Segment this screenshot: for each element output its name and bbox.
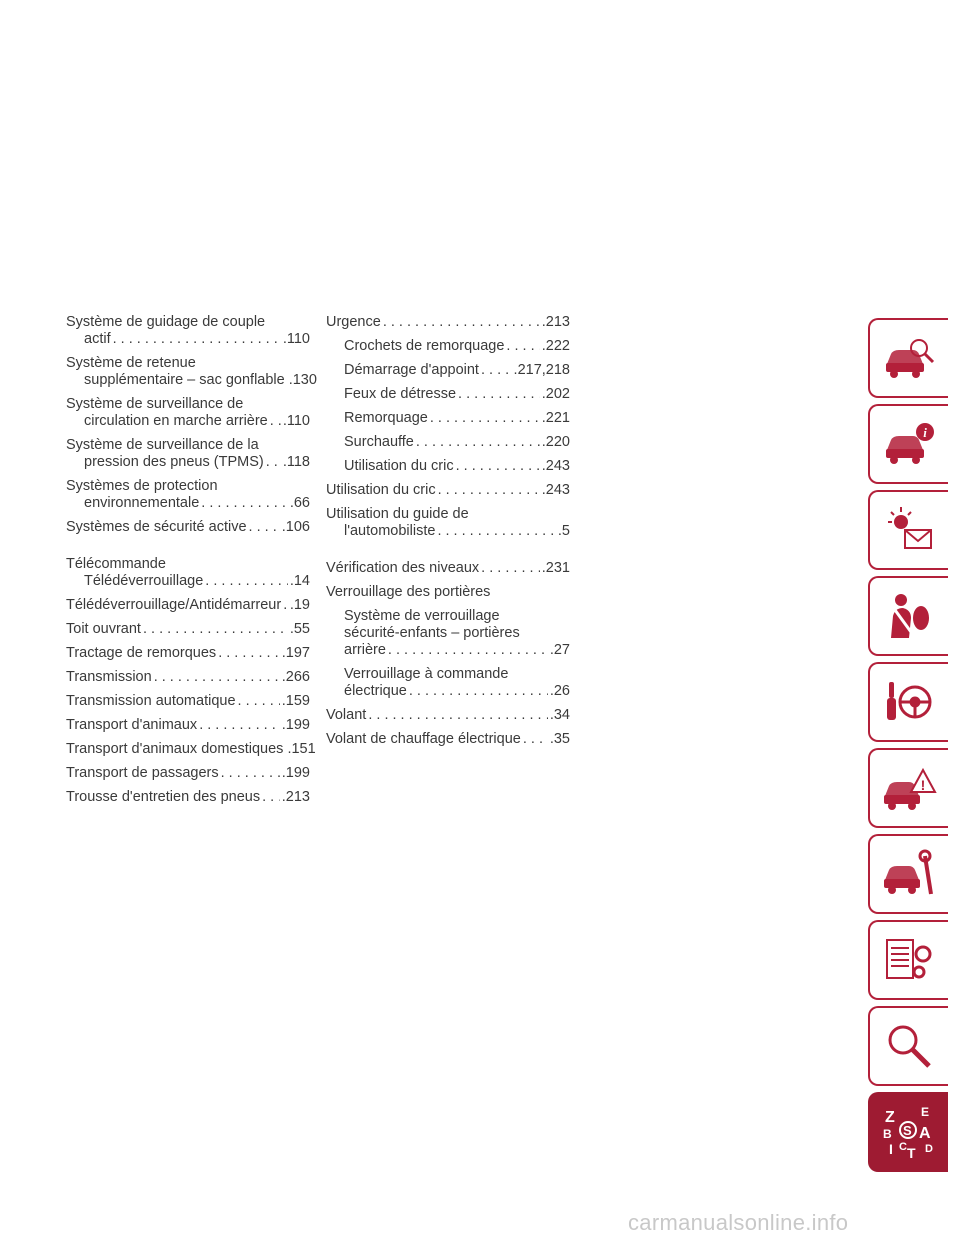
page-reference[interactable]: .199: [281, 717, 310, 733]
index-entry: [66, 597, 310, 614]
page-reference[interactable]: .35: [549, 731, 570, 747]
page-reference[interactable]: .243: [541, 458, 570, 474]
index-entry: [66, 789, 310, 806]
index-entry: [326, 362, 570, 379]
tab-safety[interactable]: [868, 576, 948, 656]
tab-safety-messages[interactable]: [868, 490, 948, 570]
car-wrench-icon: [881, 846, 937, 902]
dot-leader: [458, 386, 540, 403]
index-entry: [66, 437, 310, 471]
index-entry-label: l'automobiliste: [344, 523, 436, 539]
page-reference[interactable]: .243: [541, 482, 570, 498]
document-gears-icon: [881, 932, 937, 988]
page-reference[interactable]: .14: [289, 573, 310, 589]
index-entry: [326, 608, 570, 659]
steering-wheel-icon: [881, 674, 937, 730]
index-entry: [66, 669, 310, 686]
dot-leader: [113, 331, 281, 348]
index-entry: [66, 519, 310, 536]
index-entry-label: Télédéverrouillage/Antidémarreur: [66, 597, 282, 613]
index-entry-text: sécurité-enfants – portières: [344, 625, 520, 641]
chapter-tabs-sidebar: [868, 318, 948, 1178]
index-entry-label: Transmission: [66, 669, 152, 685]
index-entry: [326, 386, 570, 403]
dot-leader: [481, 362, 512, 379]
tab-servicing-maintenance[interactable]: [868, 834, 948, 914]
tab-getting-to-know-vehicle[interactable]: [868, 318, 948, 398]
dot-leader: [249, 519, 280, 536]
index-letter: Z: [885, 1109, 895, 1126]
page-reference[interactable]: .199: [281, 765, 310, 781]
page-reference[interactable]: .118: [282, 454, 310, 470]
warning-lights-message-icon: [881, 502, 937, 558]
dot-leader: [368, 707, 548, 724]
dot-leader: [238, 693, 280, 710]
index-entry-label: environnementale: [84, 495, 200, 511]
dot-leader: [409, 683, 548, 700]
page-reference[interactable]: .231: [541, 560, 570, 576]
index-letter: C: [899, 1141, 907, 1153]
index-entry: [326, 506, 570, 540]
index-entry: [66, 741, 316, 758]
index-entry-label: Systèmes de sécurité active: [66, 519, 247, 535]
page-reference[interactable]: .151: [287, 741, 316, 757]
index-entry-label: Tractage de remorques: [66, 645, 217, 661]
dot-leader: [143, 621, 288, 638]
dot-leader: [437, 523, 555, 540]
index-entry-label: actif: [84, 331, 111, 347]
seatbelt-airbag-icon: [881, 588, 937, 644]
index-entry-label: Volant de chauffage électrique: [326, 731, 521, 747]
dot-leader: [262, 789, 280, 806]
index-entry: [326, 314, 570, 331]
page-reference[interactable]: .220: [541, 434, 570, 450]
page-reference[interactable]: .27: [549, 642, 570, 658]
index-letter: D: [925, 1143, 933, 1155]
page-reference[interactable]: .19: [289, 597, 310, 613]
index-entry-label: Crochets de remorquage: [344, 338, 505, 354]
index-entry: [66, 396, 310, 430]
index-entry: [326, 338, 570, 355]
index-entry: [66, 556, 310, 590]
index-entry-label: Démarrage d'appoint: [344, 362, 479, 378]
dot-leader: [270, 413, 281, 430]
index-entry: [326, 482, 570, 499]
index-entry-label: Télédéverrouillage: [84, 573, 204, 589]
page-reference[interactable]: .221: [541, 410, 570, 426]
index-letter: I: [889, 1141, 893, 1157]
tab-starting-operating[interactable]: [868, 662, 948, 742]
index-entry-label: Utilisation du cric: [326, 482, 436, 498]
index-entry-text: Verrouillage des portières: [326, 584, 491, 600]
dot-leader: [388, 642, 548, 659]
index-entry-label: Volant: [326, 707, 367, 723]
index-entry-label: Transport de passagers: [66, 765, 219, 781]
index-entry: [66, 717, 310, 734]
index-entry-text: Utilisation du guide de: [326, 506, 469, 522]
index-entry-label: Utilisation du cric: [344, 458, 454, 474]
dot-leader: [154, 669, 280, 686]
index-letters-icon: [881, 1104, 937, 1160]
tab-customer-assistance[interactable]: [868, 1006, 948, 1086]
page-reference[interactable]: .222: [541, 338, 570, 354]
index-entry-label: Toit ouvrant: [66, 621, 141, 637]
index-entry-label: Transport d'animaux domestiques: [66, 741, 284, 757]
index-entry-label: Feux de détresse: [344, 386, 457, 402]
index-entry: [66, 645, 310, 662]
index-entry-label: supplémentaire – sac gonflable: [84, 372, 285, 388]
index-entry: [326, 458, 570, 475]
watermark-url: carmanualsonline.info: [628, 1210, 849, 1235]
page-reference[interactable]: .197: [281, 645, 310, 661]
index-entry-label: pression des pneus (TPMS): [84, 454, 264, 470]
index-entry: [66, 478, 310, 512]
index-letter: E: [921, 1105, 930, 1119]
index-entry-text: Système de retenue: [66, 355, 196, 371]
page-reference[interactable]: .106: [281, 519, 310, 535]
index-entry-label: Transport d'animaux: [66, 717, 198, 733]
page-reference[interactable]: .66: [289, 495, 310, 511]
index-letter: A: [919, 1125, 931, 1142]
index-entry: [326, 560, 570, 577]
magnifier-icon: [881, 1018, 937, 1074]
dot-leader: [438, 482, 540, 499]
dot-leader: [523, 731, 548, 748]
svg-text:i: i: [923, 425, 927, 440]
index-entry-label: arrière: [344, 642, 386, 658]
tab-in-case-of-emergency[interactable]: [868, 748, 948, 828]
index-letter: S: [903, 1123, 912, 1138]
dot-leader: [283, 597, 288, 614]
dot-leader: [481, 560, 540, 577]
dot-leader: [218, 645, 280, 662]
car-info-icon: [881, 416, 937, 472]
dot-leader: [205, 573, 288, 590]
index-entry: [66, 693, 310, 710]
dot-leader: [430, 410, 540, 427]
tab-getting-to-know-instrument-panel[interactable]: [868, 404, 948, 484]
index-entry-text: Système de guidage de couple: [66, 314, 266, 330]
page-reference[interactable]: .202: [541, 386, 570, 402]
index-entry-label: Vérification des niveaux: [326, 560, 480, 576]
index-entry: [326, 707, 570, 724]
index-entry: [326, 666, 570, 700]
index-entry-label: Transmission automatique: [66, 693, 236, 709]
page-reference[interactable]: .130: [288, 372, 317, 388]
index-entry: [66, 621, 310, 638]
index-entry-label: Trousse d'entretien des pneus: [66, 789, 261, 805]
dot-leader: [416, 434, 540, 451]
page-reference[interactable]: .110: [282, 331, 310, 347]
page-reference[interactable]: .110: [282, 413, 310, 429]
index-entry-label: Remorquage: [344, 410, 428, 426]
dot-leader: [201, 495, 288, 512]
index-entry: [66, 355, 317, 389]
page-reference[interactable]: .266: [281, 669, 310, 685]
index-entry: [66, 765, 310, 782]
page-reference[interactable]: .26: [549, 683, 570, 699]
index-entry-text: Télécommande: [66, 556, 166, 572]
page-reference[interactable]: .213: [281, 789, 310, 805]
page-reference[interactable]: .159: [281, 693, 310, 709]
index-column-left: [66, 314, 317, 813]
index-entry: [326, 410, 570, 427]
page-reference[interactable]: .213: [541, 314, 570, 330]
index-entry-label: Urgence: [326, 314, 381, 330]
dot-leader: [506, 338, 539, 355]
page-reference[interactable]: .5: [557, 523, 570, 539]
svg-text:!: !: [920, 777, 926, 793]
index-entry: [326, 434, 570, 451]
index-entry-text: Système de verrouillage: [344, 608, 500, 624]
dot-leader: [199, 717, 280, 734]
index-column-right: [326, 314, 570, 755]
index-letter: T: [907, 1145, 916, 1160]
index-entry-label: électrique: [344, 683, 407, 699]
dot-leader: [383, 314, 540, 331]
index-entry: [66, 314, 310, 348]
index-entry-text: Systèmes de protection: [66, 478, 218, 494]
index-entry-label: circulation en marche arrière: [84, 413, 268, 429]
tab-technical-specifications[interactable]: [868, 920, 948, 1000]
index-entry-text: Système de surveillance de: [66, 396, 244, 412]
index-entry-text: Système de surveillance de la: [66, 437, 259, 453]
car-magnifier-icon: [881, 330, 937, 386]
index-entry-text: Verrouillage à commande: [344, 666, 509, 682]
index-letter: B: [883, 1127, 892, 1141]
tab-index[interactable]: [868, 1092, 948, 1172]
dot-leader: [456, 458, 540, 475]
page-reference[interactable]: .217,218: [513, 362, 570, 378]
dot-leader: [266, 454, 281, 471]
dot-leader: [221, 765, 280, 782]
page-reference[interactable]: .55: [289, 621, 310, 637]
index-entry: [326, 584, 570, 601]
car-crash-warning-icon: [881, 760, 937, 816]
page-reference[interactable]: .34: [549, 707, 570, 723]
index-entry-label: Surchauffe: [344, 434, 414, 450]
index-entry: [326, 731, 570, 748]
